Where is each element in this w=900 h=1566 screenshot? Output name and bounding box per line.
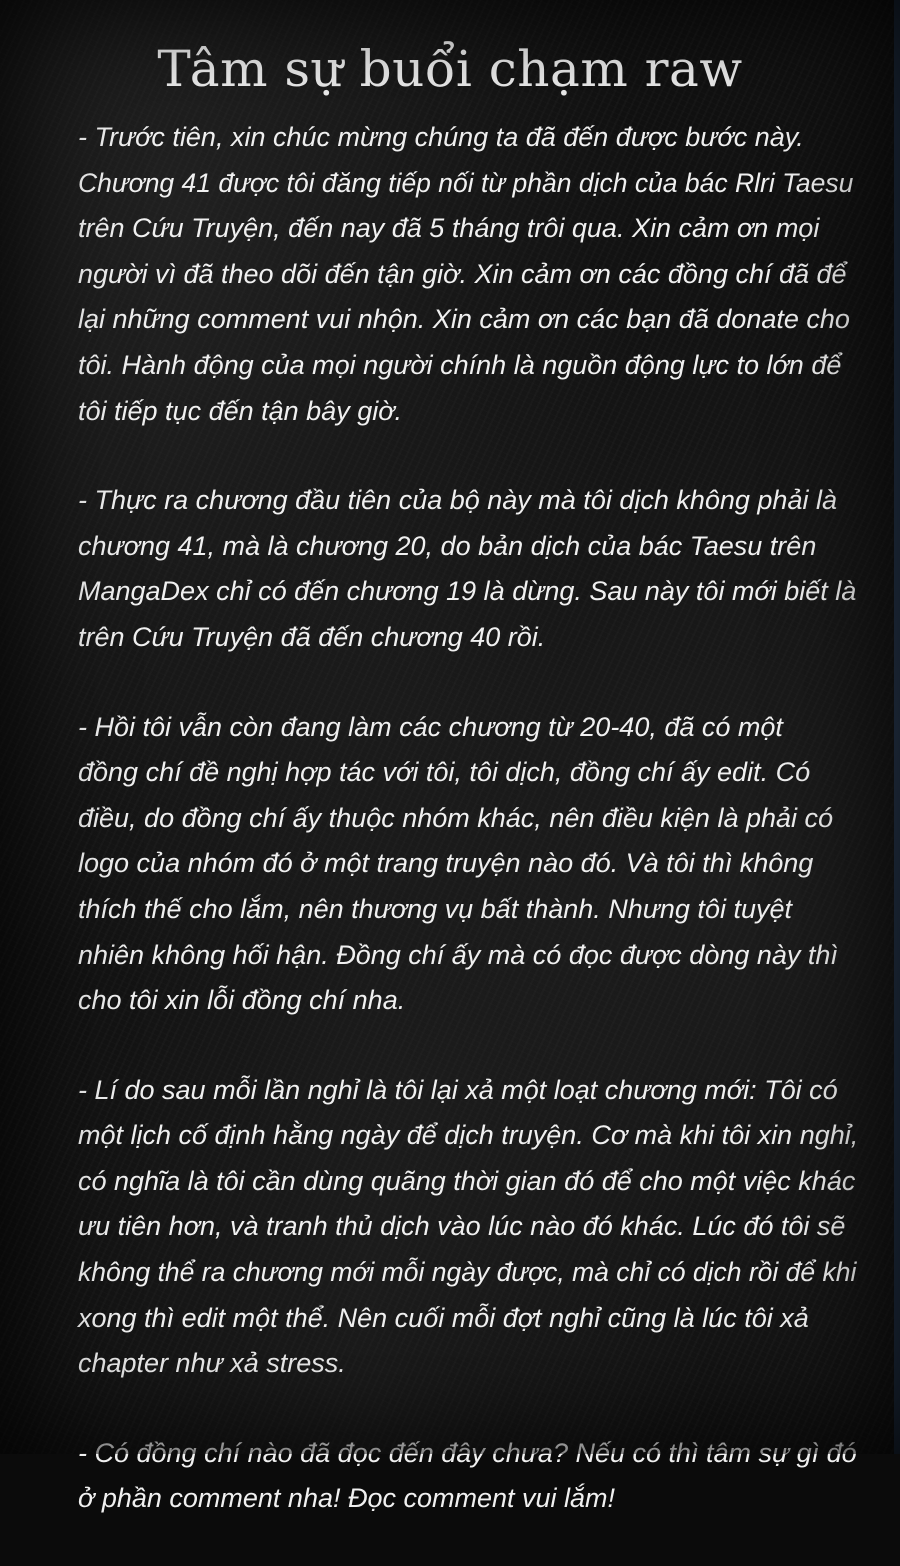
page-edge-strip xyxy=(894,0,900,1454)
text-line: trên Cứu Truyện, đến nay đã 5 tháng trôi qua. Xin cảm ơn mọi xyxy=(78,213,820,244)
text-line: ở phần comment nha! Đọc comment vui lắm! xyxy=(78,1483,616,1514)
text-line: ưu tiên hơn, và tranh thủ dịch vào lúc nào đó khác. Lúc đó tôi sẽ xyxy=(78,1211,846,1242)
text-line: chapter như xả stress. xyxy=(78,1348,346,1379)
text-line: một lịch cố định hằng ngày để dịch truyện. Cơ mà khi tôi xin nghỉ, xyxy=(78,1120,859,1151)
text-line: người vì đã theo dõi đến tận giờ. Xin cảm ơn các đồng chí đã để xyxy=(78,258,847,289)
paragraph-collaboration xyxy=(78,705,863,1024)
text-line: Chương 41 được tôi đăng tiếp nối từ phần dịch của bác Rlri Taesu xyxy=(78,167,854,198)
text-line: nhiên không hối hận. Đồng chí ấy mà có đọc được dòng này thì xyxy=(78,939,838,970)
text-line: trên Cứu Truyện đã đến chương 40 rồi. xyxy=(78,621,546,652)
paragraph-break-reason xyxy=(78,1068,863,1387)
text-line: - Trước tiên, xin chúc mừng chúng ta đã đến được bước này. xyxy=(78,122,804,152)
text-line: - Hồi tôi vẫn còn đang làm các chương từ 20-40, đã có một xyxy=(78,711,783,742)
text-line: - Có đồng chí nào đã đọc đến đây chưa? Nếu có thì tâm sự gì đó xyxy=(78,1437,857,1468)
text-line: tôi tiếp tục đến tận bây giờ. xyxy=(78,395,403,426)
text-body xyxy=(78,115,863,1566)
page-title: Tâm sự buổi chạm raw xyxy=(157,40,743,98)
text-line: không thể ra chương mới mỗi ngày được, mà chỉ có dịch rồi để khi xyxy=(78,1257,857,1288)
text-line: logo của nhóm đó ở một trang truyện nào đó. Và tôi thì không xyxy=(78,848,814,879)
text-line: đồng chí đề nghị hợp tác với tôi, tôi dịch, đồng chí ấy edit. Có xyxy=(78,757,811,788)
paragraph-closing-question xyxy=(78,1431,863,1522)
text-line: lại những comment vui nhộn. Xin cảm ơn các bạn đã donate cho xyxy=(78,304,850,335)
text-line: tôi. Hành động của mọi người chính là nguồn động lực to lớn để xyxy=(78,349,842,380)
text-line: xong thì edit một thể. Nên cuối mỗi đợt nghỉ cũng là lúc tôi xả xyxy=(78,1302,809,1333)
text-line: có nghĩa là tôi cần dùng quãng thời gian đó để cho một việc khác xyxy=(78,1165,856,1196)
paragraph-congratulations xyxy=(78,115,863,434)
text-line: - Lí do sau mỗi lần nghỉ là tôi lại xả một loạt chương mới: Tôi có xyxy=(78,1074,838,1105)
text-line: cho tôi xin lỗi đồng chí nha. xyxy=(78,985,406,1016)
text-line: chương 41, mà là chương 20, do bản dịch của bác Taesu trên xyxy=(78,530,817,561)
text-line: - Thực ra chương đầu tiên của bộ này mà tôi dịch không phải là xyxy=(78,485,837,516)
text-line: điều, do đồng chí ấy thuộc nhóm khác, nên điều kiện là phải có xyxy=(78,802,834,833)
text-line: thích thế cho lắm, nên thương vụ bất thành. Nhưng tôi tuyệt xyxy=(78,893,792,924)
paragraph-first-chapter xyxy=(78,478,863,660)
text-line: MangaDex chỉ có đến chương 19 là dừng. Sau này tôi mới biết là xyxy=(78,576,857,607)
